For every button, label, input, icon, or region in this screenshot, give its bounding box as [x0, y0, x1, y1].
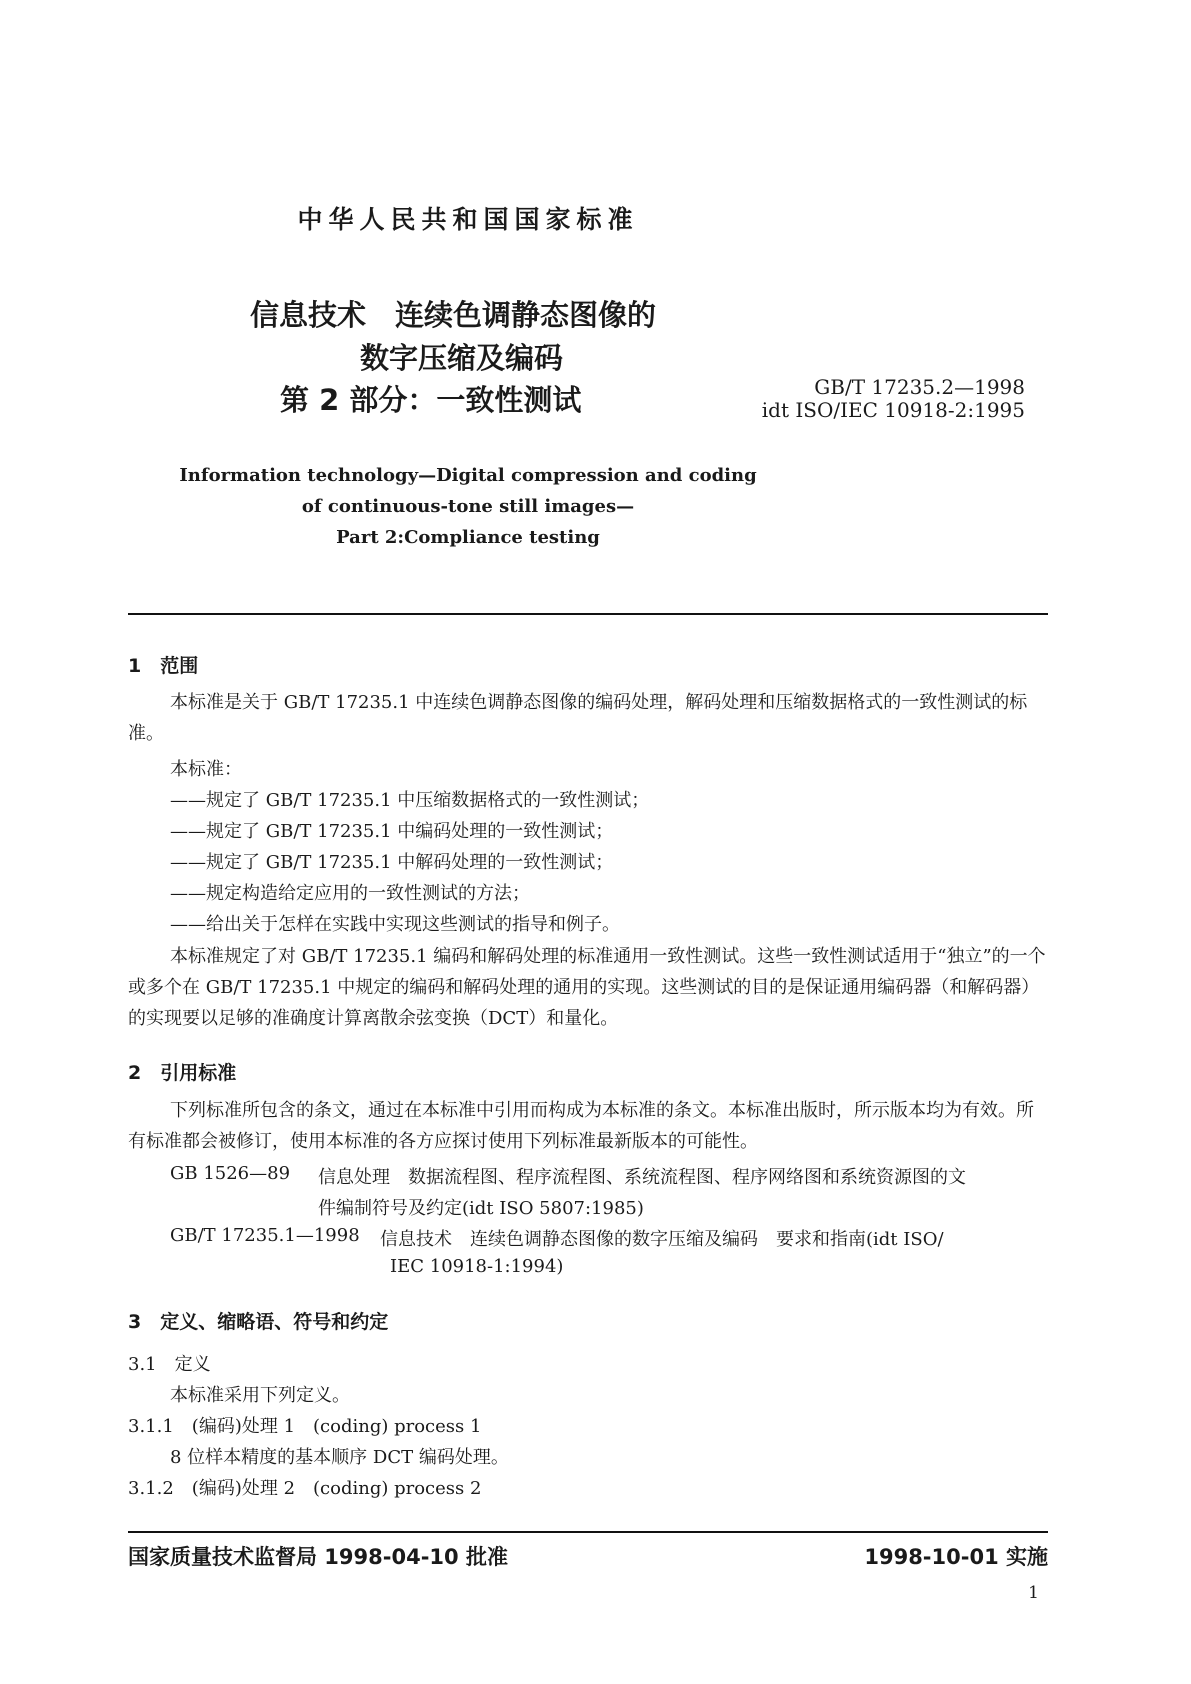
standard-equivalence: idt ISO/IEC 10918-2:1995 — [761, 398, 1025, 422]
reference-1-title-cont: 件编制符号及约定(idt ISO 5807:1985) — [318, 1198, 644, 1219]
standard-number: GB/T 17235.2—1998 — [814, 375, 1025, 399]
title-en-line1: Information technology—Digital compression and coding — [179, 465, 757, 486]
reference-2-title-cont: IEC 10918-1:1994) — [390, 1256, 564, 1277]
reference-1-code: GB 1526—89 — [170, 1163, 291, 1184]
section-1-list-item: ——规定构造给定应用的一致性测试的方法； — [170, 883, 530, 904]
title-cn-line1: 信息技术 连续色调静态图像的 — [250, 298, 657, 332]
section-1-list-item: ——规定了 GB/T 17235.1 中编码处理的一致性测试； — [170, 821, 614, 842]
section-3-heading: 3 定义、缩略语、符号和约定 — [128, 1311, 389, 1333]
section-3-1-1-definition: 8 位样本精度的基本顺序 DCT 编码处理。 — [170, 1447, 509, 1468]
reference-2-code: GB/T 17235.1—1998 — [170, 1225, 360, 1246]
standard-type-header: 中华人民共和国国家标准 — [297, 205, 639, 234]
section-1-para-1: 本标准是关于 GB/T 17235.1 中连续色调静态图像的编码处理，解码处理和压缩数据格式的一致性测试的标准。 — [128, 692, 1028, 744]
page-number: 1 — [1028, 1583, 1039, 1603]
section-1-list-item: ——规定了 GB/T 17235.1 中压缩数据格式的一致性测试； — [170, 790, 650, 811]
section-3-1-para: 本标准采用下列定义。 — [170, 1385, 350, 1406]
section-1-para-2: 本标准： — [170, 759, 242, 780]
section-1-list-item: ——规定了 GB/T 17235.1 中解码处理的一致性测试； — [170, 852, 614, 873]
footer-divider — [128, 1531, 1048, 1533]
section-2-para-1: 下列标准所包含的条文，通过在本标准中引用而构成为本标准的条文。本标准出版时，所示版本均为有效。所有标准都会被修订，使用本标准的各方应探讨使用下列标准最新版本的可能性。 — [128, 1100, 1034, 1152]
section-1-list-item: ——给出关于怎样在实践中实现这些测试的指导和例子。 — [170, 914, 620, 935]
reference-2-title: 信息技术 连续色调静态图像的数字压缩及编码 要求和指南(idt ISO/ — [380, 1229, 944, 1250]
title-cn-line3: 第 2 部分：一致性测试 — [280, 383, 582, 417]
section-3-1-1-term: 3.1.1 (编码)处理 1 (coding) process 1 — [128, 1416, 482, 1437]
title-cn-line2: 数字压缩及编码 — [360, 341, 564, 375]
section-3-1-2-term: 3.1.2 (编码)处理 2 (coding) process 2 — [128, 1478, 482, 1499]
section-2-heading: 2 引用标准 — [128, 1062, 237, 1084]
reference-1-title: 信息处理 数据流程图、程序流程图、系统流程图、程序网络图和系统资源图的文 — [318, 1167, 966, 1188]
title-en-line2: of continuous-tone still images— — [301, 496, 635, 517]
title-en-line3: Part 2:Compliance testing — [336, 527, 600, 548]
implementation-date: 1998-10-01 实施 — [864, 1545, 1048, 1569]
approval-date: 国家质量技术监督局 1998-04-10 批准 — [128, 1545, 508, 1569]
header-divider — [128, 613, 1048, 615]
section-1-para-3: 本标准规定了对 GB/T 17235.1 编码和解码处理的标准通用一致性测试。这些一致性测试适用于“独立”的一个或多个在 GB/T 17235.1 中规定的编码和解码处理的通用的实现。这些测试的目的是保证通用编码器（和解码器）的实现要以足够的准确度计算离散余弦变换（DCT）和量化。 — [128, 946, 1046, 1029]
section-3-1-heading: 3.1 定义 — [128, 1354, 211, 1375]
section-1-heading: 1 范围 — [128, 655, 199, 677]
